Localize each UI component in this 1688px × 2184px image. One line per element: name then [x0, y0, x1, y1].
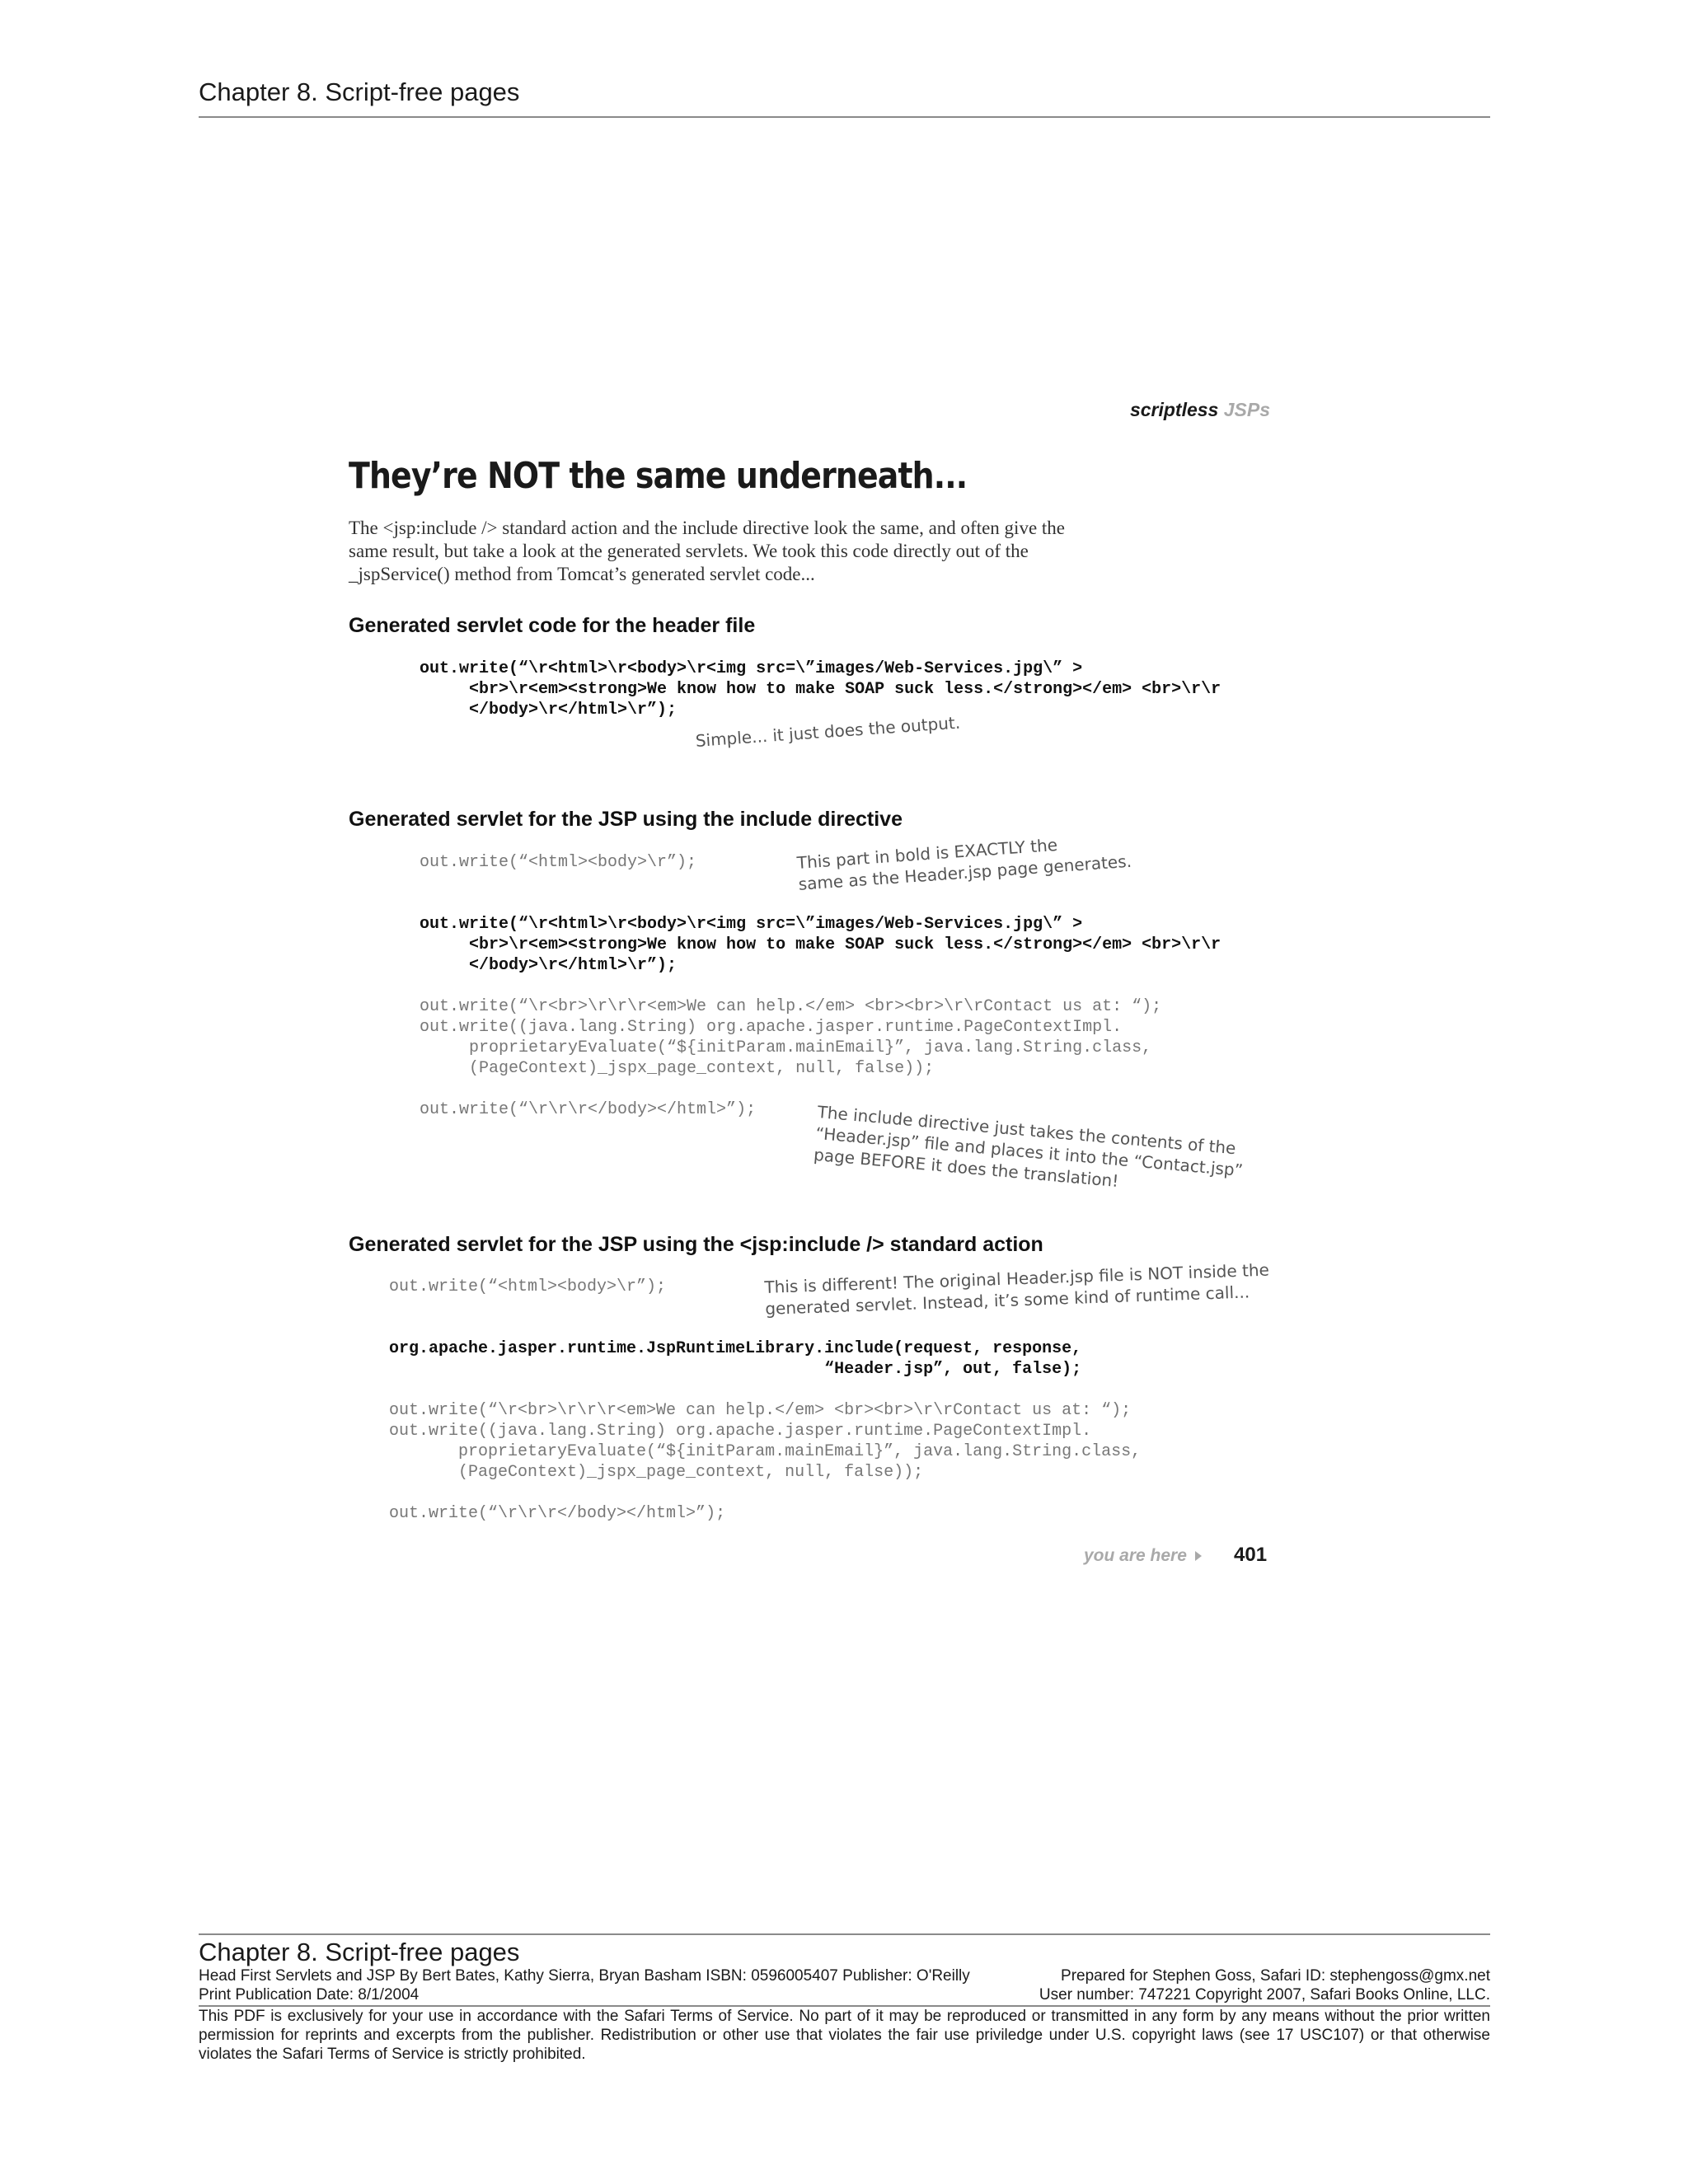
code-action-include-call: org.apache.jasper.runtime.JspRuntimeLibrary.include(request, response, “Header.jsp”, out, false); [389, 1339, 1082, 1379]
page-heading: They’re NOT the same underneath... [349, 455, 968, 497]
footer-book-info: Head First Servlets and JSP By Bert Bates, Kathy Sierra, Bryan Basham ISBN: 0596005407 Publisher: O'Reilly [199, 1967, 970, 1985]
page-number: 401 [1234, 1544, 1268, 1566]
footer-user-number: User number: 747221 Copyright 2007, Safari Books Online, LLC. [1039, 1986, 1490, 2004]
code-directive-open: out.write(“<html><body>\r”); [420, 853, 697, 872]
triangle-arrow-icon [1195, 1551, 1202, 1561]
header-divider [199, 116, 1490, 118]
code-action-close: out.write(“\r\r\r</body></html>”); [389, 1504, 726, 1523]
footer-prepared-for: Prepared for Stephen Goss, Safari ID: stephengoss@gmx.net [1061, 1967, 1490, 1985]
running-header-title: Chapter 8. Script-free pages [199, 77, 520, 106]
code-directive-included: out.write(“\r<html>\r<body>\r<img src=\”images/Web-Services.jpg\” > <br>\r<em><strong>We know how to make SOAP suck less.</strong></em> <br>\r\r </body>\r</html>\r”); [420, 915, 1221, 975]
footer-divider-top [199, 1933, 1490, 1935]
footer-chapter-title: Chapter 8. Script-free pages [199, 1938, 520, 1966]
running-tag [1130, 399, 1270, 421]
code-action-body: out.write(“\r<br>\r\r\r<em>We can help.</em> <br><br>\r\rContact us at: “); out.write((java.lang.String) org.apache.jasper.runtime.PageContextImpl. proprietaryEvaluate(“${initParam.mainEmail}”, java.lang.String.class, (PageContext)_jspx_page_context, null, false)); [389, 1401, 1142, 1482]
code-action-open: out.write(“<html><body>\r”); [389, 1277, 667, 1296]
handwritten-note-bold-part: This part in bold is EXACTLY the same as the Header.jsp page generates. [796, 834, 1132, 894]
section-include-directive-title: Generated servlet for the JSP using the include directive [349, 808, 903, 831]
footer-legal-notice: This PDF is exclusively for your use in accordance with the Safari Terms of Service. No part of it may be reproduced or transmitted in any form by any means without the prior written permission for reprints and excerpts from the publisher. Redistribution or other use that violates the fair use priviledge under U.S. copyright laws (see 17 USC107) or that otherwise violates the Safari Terms of Service is strictly prohibited. [199, 2008, 1490, 2063]
intro-paragraph: The <jsp:include /> standard action and the include directive look the same, and often give the same result, but take a look at the generated servlets. We took this code directly out of the _jspService() method from Tomcat’s generated servlet code... [349, 518, 1066, 584]
code-block-header: out.write(“\r<html>\r<body>\r<img src=\”images/Web-Services.jpg\” > <br>\r<em><strong>We know how to make SOAP suck less.</strong></em> <br>\r\r </body>\r</html>\r”); [420, 659, 1221, 719]
running-tag-bold: scriptless [1129, 399, 1219, 420]
section-standard-action-title: Generated servlet for the JSP using the <jsp:include /> standard action [349, 1233, 1043, 1256]
you-are-here-label: you are here [1084, 1546, 1187, 1565]
footer-publication-date: Print Publication Date: 8/1/2004 [199, 1986, 420, 2004]
section-header-file-title: Generated servlet code for the header file [349, 614, 756, 637]
running-tag-gray: JSPs [1223, 399, 1270, 420]
handwritten-note-simple: Simple... it just does the output. [695, 712, 961, 751]
code-directive-close: out.write(“\r\r\r</body></html>”); [420, 1100, 757, 1119]
handwritten-note-different: This is different! The original Header.jsp file is NOT inside the generated servlet. Instead, it’s some kind of runtime call... [764, 1259, 1270, 1319]
handwritten-note-directive: The include directive just takes the contents of the “Header.jsp” file and places it into the “Contact.jsp” page BEFORE it does the translation! [813, 1101, 1244, 1192]
code-directive-body: out.write(“\r<br>\r\r\r<em>We can help.</em> <br><br>\r\rContact us at: “); out.write((java.lang.String) org.apache.jasper.runtime.PageContextImpl. proprietaryEvaluate(“${initParam.mainEmail}”, java.lang.String.class, (PageContext)_jspx_page_context, null, false)); [420, 997, 1162, 1078]
